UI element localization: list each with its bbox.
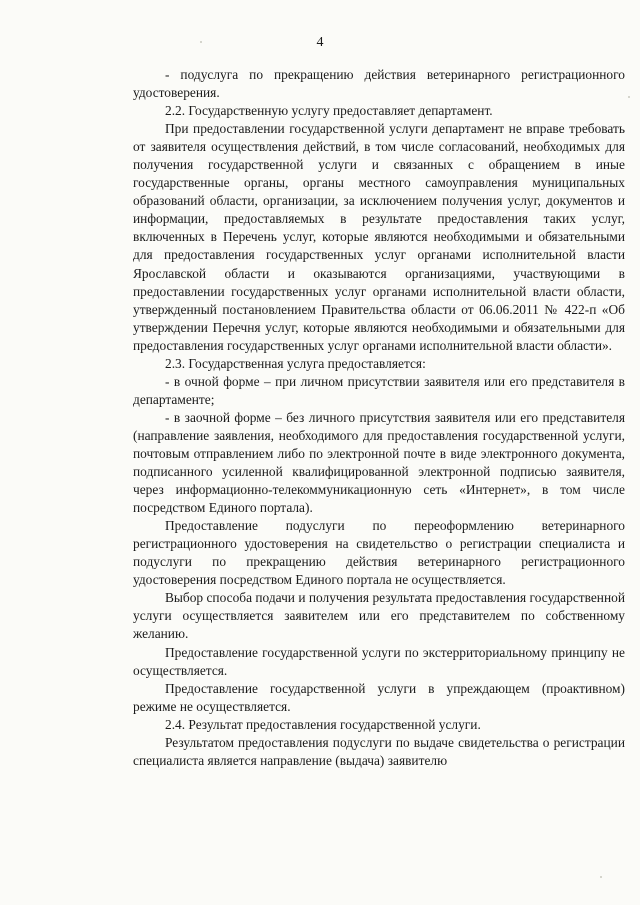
paragraph: Выбор способа подачи и получения результата предоставления государственной услуги осуществляется заявителем или его представителем по собственному желанию. [133,590,625,642]
document-body [133,66,625,770]
paragraph: Предоставление подуслуги по переоформлению ветеринарного регистрационного удостоверения на свидетельство о регистрации специалиста и подуслуги по прекращению действия ветеринарного регистрационного удостоверения посредством Единого портала не осуществляется. [133,518,625,588]
paragraph: 2.4. Результат предоставления государственной услуги. [165,716,481,732]
paragraph: Предоставление государственной услуги по экстерриториальному принципу не осуществляется. [133,644,625,678]
paragraph: - в очной форме – при личном присутствии заявителя или его представителя в департаменте; [133,373,625,407]
paragraph: - подуслуга по прекращению действия ветеринарного регистрационного удостоверения. [133,67,625,101]
scan-speck [200,41,202,43]
paragraph: - в заочной форме – без личного присутствия заявителя или его представителя (направление заявления, необходимого для предоставления государственной услуги, почтовым отправлением либо по электронной почте в виде электронного документа, подписанного усиленной квалифицированной электронной подписью заявителя, через информационно-телекоммуникационную сеть «Интернет», в том числе посредством Единого портала). [133,409,625,516]
scan-speck [600,876,602,878]
paragraph: Результатом предоставления подуслуги по выдаче свидетельства о регистрации специалиста является направление (выдача) заявителю [133,734,625,768]
paragraph: 2.2. Государственную услугу предоставляет департамент. [165,103,493,119]
paragraph: 2.3. Государственная услуга предоставляется: [165,355,426,371]
scan-speck [628,96,630,98]
paragraph: При предоставлении государственной услуги департамент не вправе требовать от заявителя осуществления действий, в том числе согласований, необходимых для получения государственной услуги и связанных с обращением в иные государственные органы, органы местного самоуправления муниципальных образований области, организации, за исключением получения услуг, документов и информации, предоставляемых в результате предоставления таких услуг, включенных в Перечень услуг, которые являются необходимыми и обязательными для предоставления государственных услуг органами исполнительной власти Ярославской области и оказываются организациями, участвующими в предоставлении государственных услуг органами исполнительной власти области, утвержденный постановлением Правительства области от 06.06.2011 № 422-п «Об утверждении Перечня услуг, которые являются необходимыми и обязательными для предоставления государственных услуг органами исполнительной власти области». [133,121,625,353]
page-number: 4 [316,35,324,50]
paragraph: Предоставление государственной услуги в упреждающем (проактивном) режиме не осуществляется. [133,680,625,714]
